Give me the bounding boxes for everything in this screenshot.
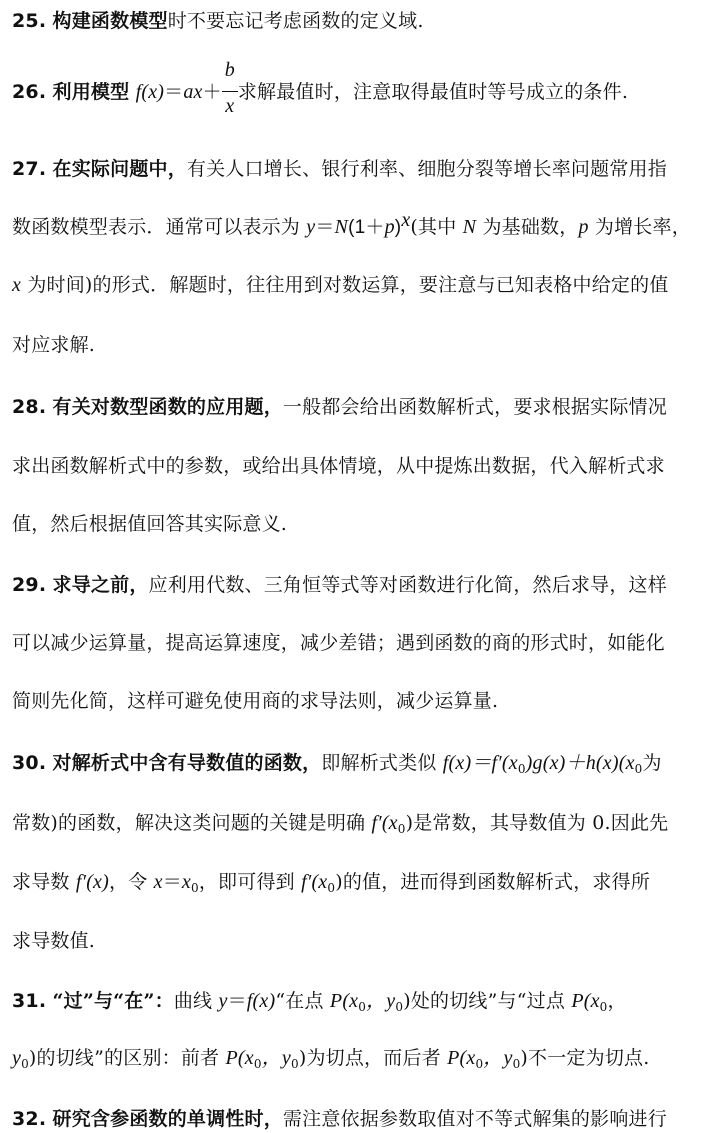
math: P — [329, 990, 343, 1012]
math: (x) — [86, 871, 109, 893]
math: f′ — [301, 871, 312, 893]
math: (x — [501, 752, 518, 774]
item-29-line-2 — [12, 630, 710, 656]
text: 可以减少运算量，提高运算速度，减少差错；遇到函数的商的形式时，如能化 — [12, 632, 665, 654]
math: ，y — [366, 990, 396, 1012]
item-number: 31. — [12, 990, 47, 1012]
item-31-line-2 — [12, 1045, 710, 1071]
math: (x — [583, 990, 600, 1012]
math: P — [225, 1047, 238, 1069]
item-29-line-3 — [12, 688, 710, 714]
math-sub: 0 — [517, 762, 526, 776]
text: ， — [607, 990, 627, 1012]
item-heading: 研究含参函数的单调性时， — [52, 1108, 283, 1130]
math: f′ — [75, 871, 87, 893]
item-heading: 有关对数型函数的应用题， — [52, 396, 283, 418]
text: 求导数值. — [12, 930, 96, 952]
item-heading: 对解析式中含有导数值的函数， — [52, 752, 322, 774]
item-heading: 在实际问题中， — [52, 158, 187, 180]
item-30-line-3 — [12, 869, 710, 896]
text: 为时间)的形式．解题时，往往用到对数运算，要注意与已知表格中给定的值 — [21, 274, 669, 296]
formula-eq: ＝ — [164, 82, 184, 103]
item-number: 26. — [12, 81, 47, 103]
text: 为增长率， — [588, 216, 691, 238]
item-text: 应利用代数、三角恒等式等对函数进行化简，然后求导，这样 — [148, 574, 667, 596]
math-var: x — [12, 274, 22, 296]
math: (x — [342, 990, 359, 1012]
math: y — [218, 990, 228, 1012]
math-sub: 0 — [253, 1057, 262, 1071]
math: ，y — [261, 1047, 291, 1069]
math-var: p — [384, 216, 395, 238]
text: (其中 — [410, 216, 463, 238]
math-var: N — [334, 216, 349, 238]
item-text: 一般都会给出函数解析式，要求根据实际情况 — [282, 396, 667, 418]
fraction-bar — [222, 91, 238, 92]
text: 简则先化简，这样可避免使用商的求导法则，减少运算量. — [12, 690, 499, 712]
math-sub: 0 — [512, 1057, 521, 1071]
text: 求导数 — [12, 871, 76, 893]
item-31-line-1 — [12, 988, 710, 1015]
math-var: y — [306, 216, 316, 238]
item-28-line-1 — [12, 394, 710, 420]
item-26 — [12, 59, 710, 117]
text: 对应求解. — [12, 334, 96, 356]
text: 常数)的函数，解决这类问题的关键是明确 — [12, 812, 372, 834]
math-sub: 0 — [599, 1000, 608, 1014]
item-30-line-1 — [12, 750, 710, 776]
math: (x — [459, 1047, 476, 1069]
item-text: 求解最值时，注意取得最值时等号成立的条件. — [237, 81, 629, 103]
math-sub: 0 — [395, 1000, 404, 1014]
item-28-line-3 — [12, 511, 710, 537]
item-27-line-4 — [12, 332, 710, 358]
text: )不一定为切点. — [520, 1047, 650, 1069]
item-text: 需注意依据参数取值对不等式解集的影响进行 — [282, 1108, 667, 1130]
item-number: 29. — [12, 574, 47, 596]
text: 值，然后根据值回答其实际意义. — [12, 513, 288, 535]
text: )处的切线”与“过点 — [403, 990, 572, 1012]
item-number: 30. — [12, 752, 47, 774]
math: f′ — [371, 812, 382, 834]
math-sub: 0 — [397, 822, 406, 836]
math-sub: 0 — [21, 1057, 29, 1071]
item-32-line-1 — [12, 1106, 710, 1132]
item-28-line-2 — [12, 453, 710, 479]
item-heading: 利用模型 — [52, 81, 130, 103]
item-number: 32. — [12, 1108, 47, 1130]
text: 为 — [642, 752, 662, 774]
math-sub: 0 — [475, 1057, 484, 1071]
math-op: (1＋ — [348, 217, 385, 238]
item-number: 25. — [12, 10, 47, 32]
math: ，y — [483, 1047, 513, 1069]
item-heading: “过”与“在”： — [52, 990, 174, 1012]
math-sub: 0 — [290, 1057, 299, 1071]
math: f(x)＝f′ — [442, 752, 502, 774]
math: )g(x)＋h(x)(x — [525, 752, 635, 774]
text: ，即可得到 — [198, 871, 302, 893]
item-25 — [12, 8, 710, 34]
text: )是常数，其导数值为 0.因此先 — [405, 812, 669, 834]
math-sub: 0 — [358, 1000, 367, 1014]
text: )为切点，而后者 — [298, 1047, 448, 1069]
text: 即解析式类似 — [321, 752, 443, 774]
math-var: N — [462, 216, 477, 238]
text: “在点 — [275, 990, 330, 1012]
text: 数函数模型表示．通常可以表示为 — [12, 216, 307, 238]
text: )的值，进而得到函数解析式，求得所 — [335, 871, 651, 893]
item-27-line-2 — [12, 209, 710, 241]
math: x — [181, 871, 191, 893]
math-sub: 0 — [327, 881, 336, 895]
text: )的切线”的区别：前者 — [28, 1047, 226, 1069]
formula-ax: ax — [183, 81, 203, 103]
item-heading: 求导之前， — [52, 574, 149, 596]
math: (x — [381, 812, 398, 834]
item-number: 28. — [12, 396, 47, 418]
math: f(x) — [246, 990, 276, 1012]
item-text: 时不要忘记考虑函数的定义域. — [167, 10, 424, 32]
math-sub: 0 — [634, 762, 643, 776]
math-op: ＝ — [162, 872, 182, 893]
fraction-denominator: x — [225, 95, 235, 117]
item-29-line-1 — [12, 572, 710, 598]
formula-plus: ＋ — [202, 82, 222, 103]
text: 曲线 — [173, 990, 219, 1012]
math: y — [12, 1047, 22, 1069]
text: 求出函数解析式中的参数，或给出具体情境，从中提炼出数据，代入解析式求 — [12, 455, 665, 477]
fraction-b-over-x — [222, 59, 238, 117]
math-sub: 0 — [191, 881, 199, 895]
math: (x — [311, 871, 328, 893]
math-var: p — [578, 216, 589, 238]
fraction-numerator: b — [224, 59, 235, 81]
item-heading: 构建函数模型 — [52, 10, 168, 32]
math: P — [447, 1047, 460, 1069]
formula-fx: f(x) — [135, 81, 165, 103]
item-27-line-3 — [12, 272, 710, 298]
item-30-line-4 — [12, 928, 710, 954]
math-sup: x — [401, 209, 411, 231]
math: P — [571, 990, 584, 1012]
math: (x — [237, 1047, 254, 1069]
math-op: ) — [394, 217, 402, 238]
text: 为基础数， — [476, 216, 579, 238]
math-op: ＝ — [227, 991, 247, 1012]
item-30-line-2 — [12, 810, 710, 836]
item-number: 27. — [12, 158, 47, 180]
item-text: 有关人口增长、银行利率、细胞分裂等增长率问题常用指 — [186, 158, 667, 180]
math: x — [153, 871, 163, 893]
item-27-line-1 — [12, 156, 710, 182]
math-op: ＝ — [315, 217, 335, 238]
text: ，令 — [109, 871, 154, 893]
